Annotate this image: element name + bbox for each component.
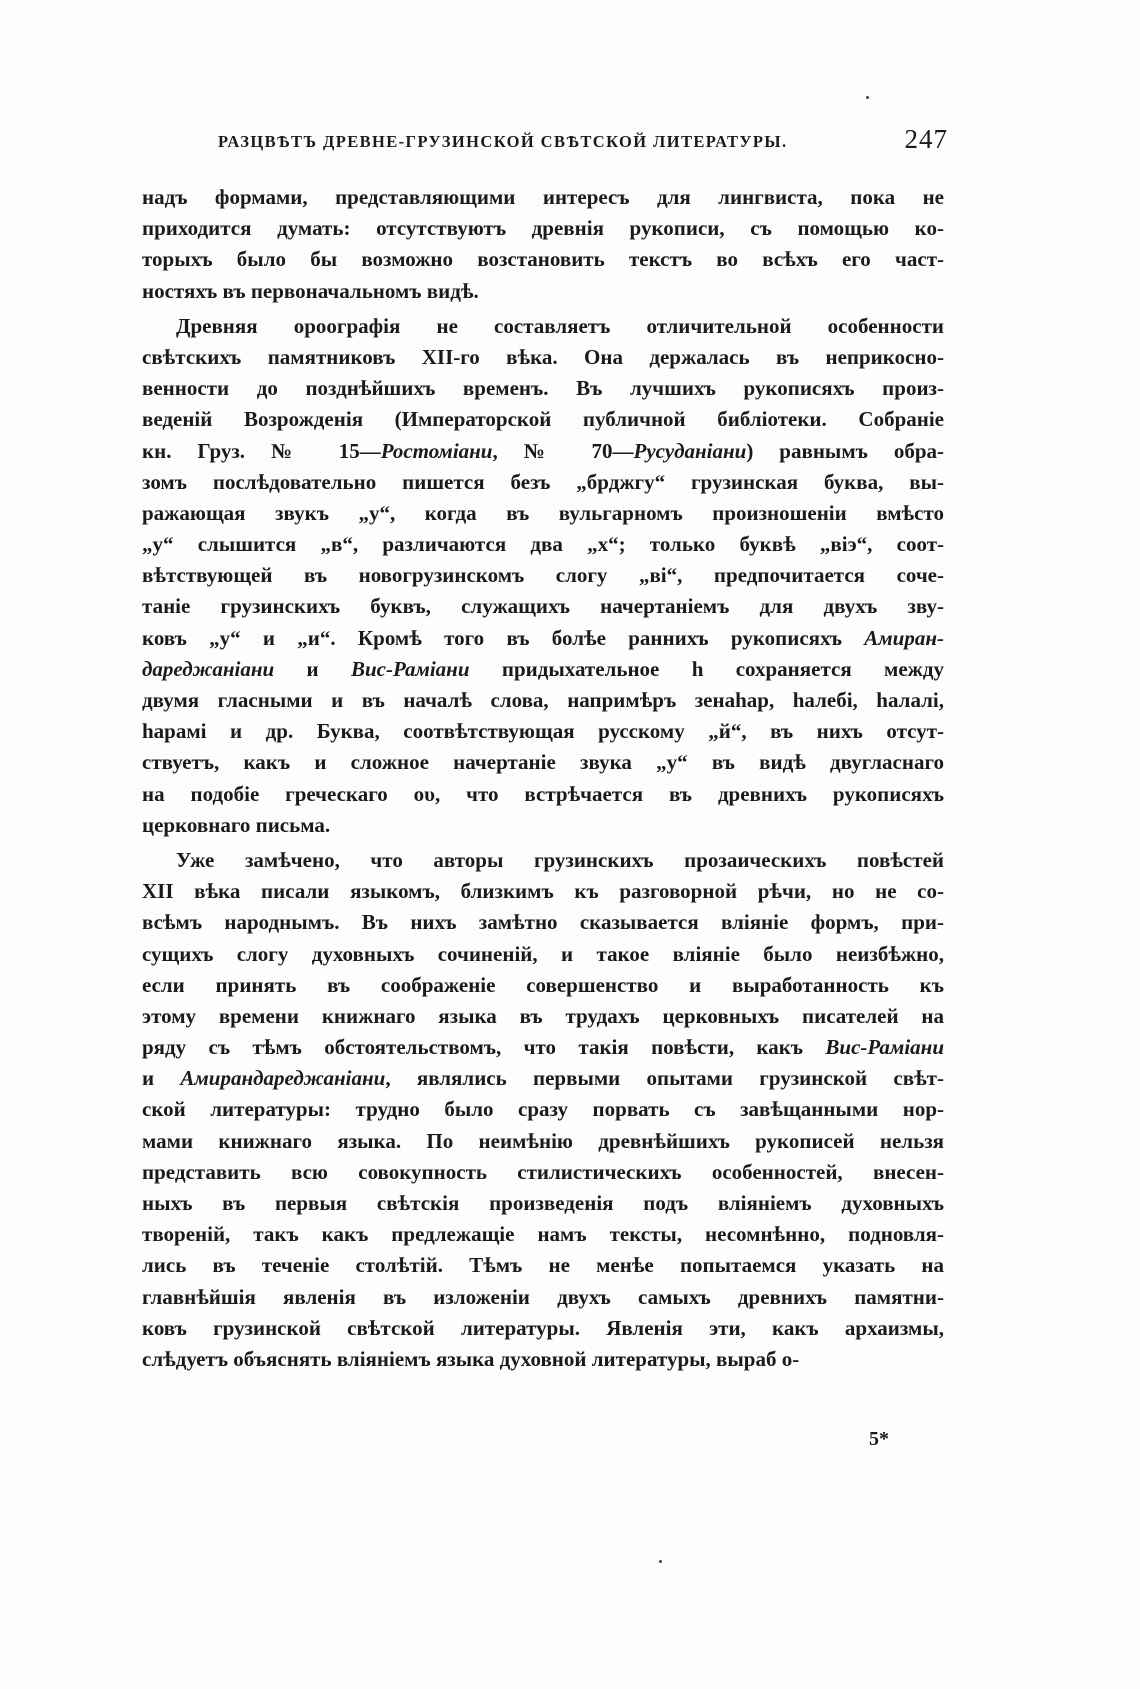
text-run: ) равнымъ обра- bbox=[746, 438, 944, 463]
text-run: „у“ слышится „в“, различаются два „х“; только буквѣ „віэ“, соот- bbox=[142, 532, 944, 557]
text-line bbox=[142, 244, 944, 275]
text-run: надъ формами, представляющими интересъ для лингвиста, пока не bbox=[142, 185, 944, 209]
text-line bbox=[142, 970, 944, 1001]
text-line bbox=[142, 467, 944, 498]
text-line bbox=[142, 779, 944, 810]
text-run: XII вѣка писали языкомъ, близкимъ къ разговорной рѣчи, но не со- bbox=[142, 879, 944, 904]
text-line bbox=[142, 907, 944, 938]
text-run: торыхъ было бы возможно возстановить текстъ во всѣхъ его част- bbox=[142, 247, 944, 272]
text-run: ряду съ тѣмъ обстоятельствомъ, что такія повѣсти, какъ bbox=[142, 1035, 826, 1060]
text-run: приходится думать: отсутствуютъ древнія рукописи, съ помощью ко- bbox=[142, 216, 944, 241]
text-run: церковнаго письма. bbox=[142, 812, 331, 837]
text-run: кн. Груз. № 15— bbox=[142, 438, 381, 463]
italic-title: дареджаніани bbox=[142, 656, 275, 681]
text-run: представить всю совокупность стилистическихъ особенностей, внесен- bbox=[142, 1159, 944, 1184]
text-run: твореній, такъ какъ предлежащіе намъ тексты, несомнѣнно, подновля- bbox=[142, 1222, 944, 1247]
text-run: ностяхъ въ первоначальномъ видѣ. bbox=[142, 278, 479, 303]
text-run: венности до позднѣйшихъ временъ. Въ лучшихъ рукописяхъ произ- bbox=[142, 376, 944, 401]
text-line bbox=[142, 1032, 944, 1063]
text-run: на подобіе греческаго ου, что встрѣчается въ древнихъ рукописяхъ bbox=[142, 781, 944, 806]
text-line bbox=[142, 845, 944, 876]
text-run: ныхъ въ первыя свѣтскія произведенія подъ вліяніемъ духовныхъ bbox=[142, 1191, 944, 1215]
italic-title: Ростоміани bbox=[380, 438, 493, 463]
text-line bbox=[142, 623, 944, 654]
italic-title: Вис-Раміани bbox=[350, 656, 470, 681]
text-run: придыхательное һ сохраняется между bbox=[469, 656, 944, 681]
text-line bbox=[142, 311, 944, 342]
italic-title: Амиран- bbox=[864, 625, 944, 650]
text-run: таніе грузинскихъ буквъ, служащихъ начертаніемъ для двухъ зву- bbox=[142, 594, 944, 619]
text-line bbox=[142, 560, 944, 591]
paragraph bbox=[142, 182, 944, 307]
text-run: зомъ послѣдовательно пишется безъ „брджгу“ грузинская буква, вы- bbox=[142, 469, 944, 494]
text-line bbox=[142, 876, 944, 907]
text-run: и bbox=[142, 1066, 181, 1091]
signature-mark: 5* bbox=[869, 1428, 889, 1450]
text-run: вѣтствующей въ новогрузинскомъ слогу „ві“, предпочитается соче- bbox=[142, 563, 944, 588]
text-run: , являлись первыми опытами грузинской свѣт- bbox=[385, 1066, 944, 1091]
text-run: ской литературы: трудно было сразу порвать съ завѣщанными нор- bbox=[142, 1097, 944, 1122]
text-run: сущихъ слогу духовныхъ сочиненій, и такое вліяніе было неизбѣжно, bbox=[142, 941, 944, 966]
text-run: ражающая звукъ „у“, когда въ вульгарномъ произношеніи вмѣсто bbox=[142, 500, 944, 525]
text-line bbox=[142, 1188, 944, 1219]
text-run: если принять въ соображеніе совершенство и выработанность къ bbox=[142, 972, 944, 997]
text-line bbox=[142, 276, 944, 307]
print-speck bbox=[659, 1560, 662, 1563]
text-line bbox=[142, 1344, 944, 1375]
text-line bbox=[142, 591, 944, 622]
text-run: һарамі и др. Буква, соотвѣтствующая русскому „й“, въ нихъ отсут- bbox=[142, 719, 944, 744]
text-line bbox=[142, 1157, 944, 1188]
text-line bbox=[142, 342, 944, 373]
text-line bbox=[142, 373, 944, 404]
text-run: веденій Возрожденія (Императорской публичной библіотеки. Собраніе bbox=[142, 407, 944, 432]
text-run: ковъ „у“ и „и“. Кромѣ того въ болѣе раннихъ рукописяхъ bbox=[142, 625, 865, 650]
italic-title: Вис-Раміани bbox=[825, 1035, 944, 1060]
text-line bbox=[142, 182, 944, 213]
italic-title: Русуданіани bbox=[633, 438, 747, 463]
text-run: всѣмъ народнымъ. Въ нихъ замѣтно сказывается вліяніе формъ, при- bbox=[142, 910, 944, 935]
paragraph bbox=[142, 311, 944, 841]
body-text bbox=[142, 182, 944, 1379]
text-line bbox=[142, 436, 944, 467]
italic-title: Амирандареджаніани bbox=[180, 1066, 386, 1091]
text-run: Уже замѣчено, что авторы грузинскихъ прозаическихъ повѣстей bbox=[176, 847, 944, 872]
text-line bbox=[142, 213, 944, 244]
text-line bbox=[142, 1313, 944, 1344]
text-line bbox=[142, 1219, 944, 1250]
text-line bbox=[142, 404, 944, 435]
text-run: двумя гласными и въ началѣ слова, напримѣръ зенаһар, һалебі, һалалі, bbox=[142, 688, 944, 712]
text-run: слѣдуетъ объяснять вліяніемъ языка духовной литературы, выраб о- bbox=[142, 1346, 800, 1371]
text-line bbox=[142, 810, 944, 841]
text-run: этому времени книжнаго языка въ трудахъ церковныхъ писателей на bbox=[142, 1003, 944, 1028]
text-run: главнѣйшія явленія въ изложеніи двухъ самыхъ древнихъ памятни- bbox=[142, 1284, 944, 1309]
text-line bbox=[142, 1001, 944, 1032]
text-line bbox=[142, 685, 944, 716]
text-run: Древняя ороографія не составляетъ отличительной особенности bbox=[176, 313, 944, 338]
text-line bbox=[142, 1063, 944, 1094]
text-line bbox=[142, 747, 944, 778]
page-number: 247 bbox=[904, 124, 948, 154]
text-line bbox=[142, 1250, 944, 1281]
text-line bbox=[142, 939, 944, 970]
running-head bbox=[218, 124, 948, 164]
text-run: ствуетъ, какъ и сложное начертаніе звука „у“ въ видѣ двугласнаго bbox=[142, 750, 944, 775]
text-line bbox=[142, 1282, 944, 1313]
text-run: , № 70— bbox=[492, 438, 634, 463]
text-line bbox=[142, 1094, 944, 1125]
text-line bbox=[142, 529, 944, 560]
text-line bbox=[142, 654, 944, 685]
running-title: РАЗЦВѢТЪ ДРЕВНЕ-ГРУЗИНСКОЙ СВѢТСКОЙ ЛИТЕРАТУРЫ. bbox=[218, 132, 788, 151]
text-run: ковъ грузинской свѣтской литературы. Явленія эти, какъ архаизмы, bbox=[142, 1315, 944, 1340]
text-run: свѣтскихъ памятниковъ XII-го вѣка. Она держалась въ неприкосно- bbox=[142, 344, 944, 369]
paragraph bbox=[142, 845, 944, 1375]
text-run: лись въ теченіе столѣтій. Тѣмъ не менѣе попытаемся указать на bbox=[142, 1253, 944, 1278]
text-line bbox=[142, 716, 944, 747]
text-line bbox=[142, 498, 944, 529]
print-speck bbox=[866, 96, 869, 99]
text-run: и bbox=[274, 656, 351, 681]
text-line bbox=[142, 1126, 944, 1157]
text-run: мами книжнаго языка. По неимѣнію древнѣйшихъ рукописей нельзя bbox=[142, 1128, 944, 1153]
